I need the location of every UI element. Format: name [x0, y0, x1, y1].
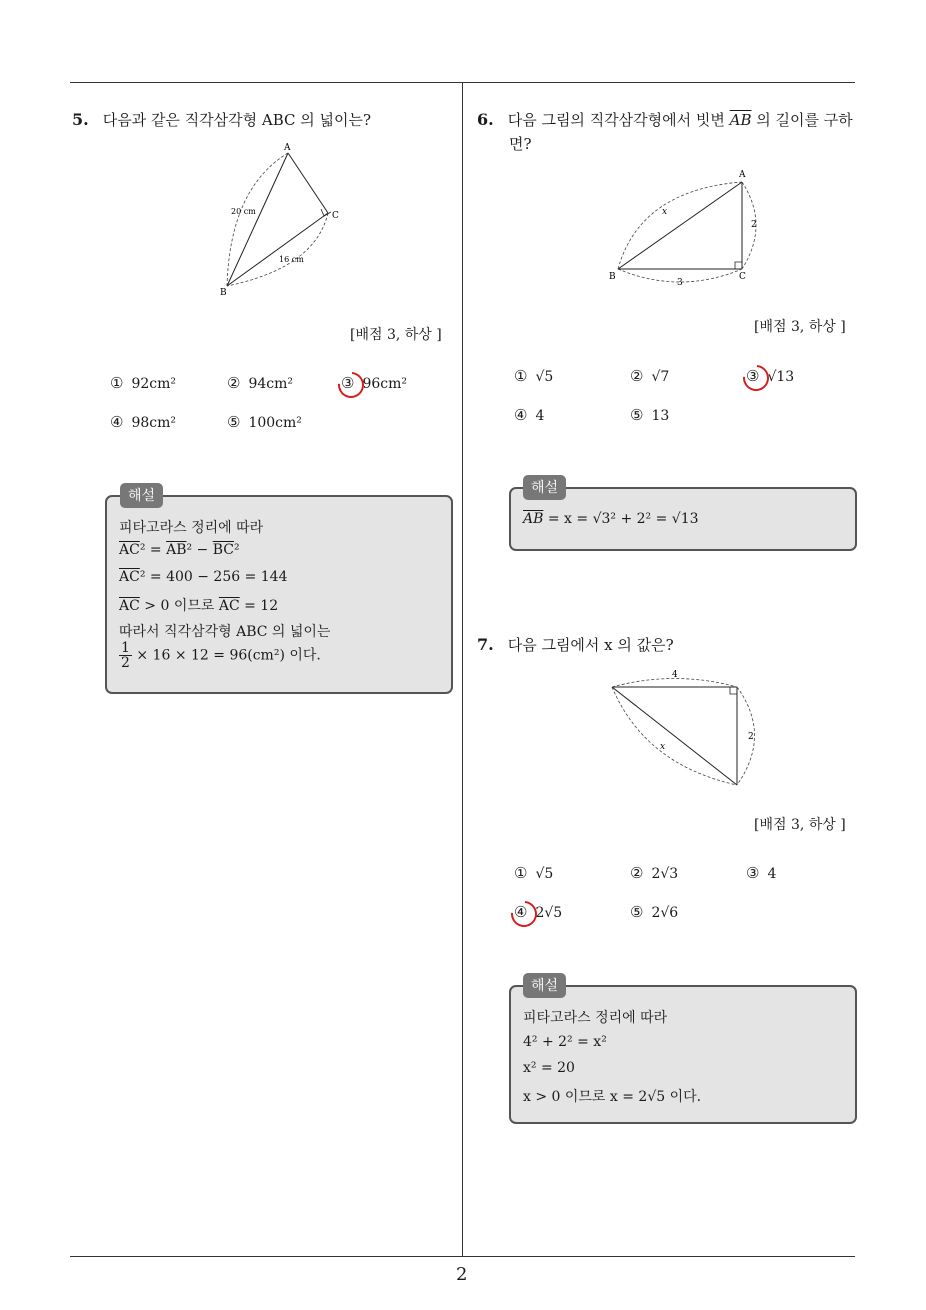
q7-solution-tag: 해설	[523, 973, 566, 998]
vertex-b-label: B	[609, 272, 616, 282]
vertex-b-label: B	[220, 288, 227, 298]
solution-line-1: $\overline{AB} = x = √3^2 + 2^2 = √13$	[523, 511, 699, 527]
solution-line-4: x > 0 이므로 x = 2√5 이다.	[523, 1089, 702, 1105]
q7-option-3[interactable]: ③ 4	[746, 864, 777, 882]
answer-mark-icon	[738, 360, 775, 397]
side-2-label: 2	[751, 220, 757, 230]
q6-option-2[interactable]: ② √7	[630, 367, 670, 385]
q5-option-2[interactable]: ② 94cm²	[227, 374, 293, 392]
page-number: 2	[456, 1264, 468, 1285]
q5-score: [배점 3, 하상 ]	[350, 327, 442, 343]
side-bc-label: 16 cm	[279, 255, 304, 264]
solution-line-5: 따라서 직각삼각형 ABC 의 넓이는	[119, 624, 331, 640]
side-2-label: 2	[748, 732, 754, 742]
solution-line-4: $\overline{AC} > 0$ 이므로 $\overline{AC} = 12$	[119, 598, 279, 614]
vertex-a-label: A	[284, 143, 291, 153]
side-4-label: 4	[672, 670, 678, 680]
question-number: 7.	[477, 635, 494, 654]
solution-line-6: $\frac{1}{2}$ × 16 × 12 = 96(cm²) 이다.	[121, 640, 321, 671]
q6-option-5[interactable]: ⑤ 13	[630, 406, 670, 424]
solution-line-2: $\overline{AC}^2 = \overline{AB}^2 - \overline{BC}^2$	[119, 542, 240, 558]
column-divider	[462, 82, 463, 1257]
q7-triangle-figure	[600, 665, 770, 795]
question-text: 다음과 같은 직각삼각형 ABC 의 넓이는?	[102, 111, 372, 129]
vertex-a-label: A	[739, 170, 746, 180]
q6-solution-tag: 해설	[523, 475, 566, 500]
q6-option-4[interactable]: ④ 4	[514, 406, 545, 424]
answer-mark-icon	[333, 367, 370, 404]
q5-option-3[interactable]: ③ 96cm²	[341, 374, 407, 392]
q6-triangle-figure	[600, 165, 770, 290]
solution-line-1: 피타고라스 정리에 따라	[523, 1010, 668, 1026]
question-number: 5.	[72, 110, 89, 129]
question-5	[72, 108, 371, 132]
q5-triangle-figure	[200, 138, 360, 300]
vertex-c-label: C	[332, 211, 339, 221]
q6-score: [배점 3, 하상 ]	[754, 319, 846, 335]
vertex-c-label: C	[739, 272, 746, 282]
answer-mark-icon	[506, 896, 543, 933]
question-7	[477, 633, 674, 657]
question-text: 다음 그림에서 x 의 값은?	[507, 636, 674, 654]
q7-score: [배점 3, 하상 ]	[754, 817, 846, 833]
q5-solution-box	[105, 495, 453, 694]
side-3-label: 3	[677, 278, 683, 288]
q5-option-1[interactable]: ① 92cm²	[110, 374, 176, 392]
solution-line-1: 피타고라스 정리에 따라	[119, 520, 264, 536]
bottom-rule	[70, 1256, 855, 1257]
q7-option-5[interactable]: ⑤ 2√6	[630, 903, 679, 921]
question-6: 6. 다음 그림의 직각삼각형에서 빗변 $\overline{AB}$ 의 길이를 구하 면?	[477, 110, 853, 153]
q7-option-1[interactable]: ① √5	[514, 864, 554, 882]
q5-option-4[interactable]: ④ 98cm²	[110, 413, 176, 431]
q6-option-3[interactable]: ③ √13	[746, 367, 795, 385]
solution-line-3: $\overline{AC}^2 = 400 - 256 = 144$	[119, 569, 288, 585]
q6-option-1[interactable]: ① √5	[514, 367, 554, 385]
solution-line-2: 4² + 2² = x²	[523, 1034, 607, 1050]
q7-option-4[interactable]: ④ 2√5	[514, 903, 563, 921]
side-x-label: x	[662, 207, 668, 217]
q5-option-5[interactable]: ⑤ 100cm²	[227, 413, 302, 431]
q7-option-2[interactable]: ② 2√3	[630, 864, 679, 882]
side-x-label: x	[660, 742, 666, 752]
side-ab-label: 20 cm	[231, 207, 256, 216]
q7-solution-box	[509, 985, 857, 1124]
question-number: 6.	[477, 110, 494, 129]
solution-line-3: x² = 20	[523, 1060, 575, 1076]
q5-solution-tag: 해설	[120, 483, 163, 508]
